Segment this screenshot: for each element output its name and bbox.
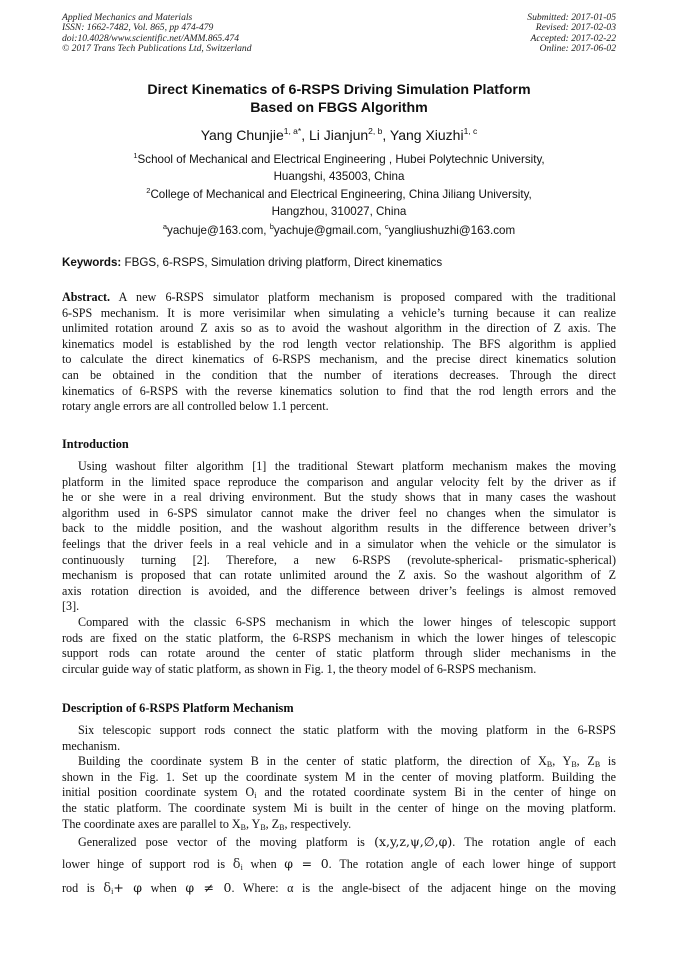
journal-header <box>62 13 252 54</box>
intro-line: continuously turning [2]. Therefore, a new 6-RSPS (revolute-spherical- prismatic-spherical) <box>62 552 616 567</box>
intro-line: circular guide way of static platform, as shown in Fig. 1, the theory model of 6-RSPS mechanism. <box>62 661 537 676</box>
issn-line: ISSN: 1662-7482, Vol. 865, pp 474-479 <box>62 22 214 34</box>
affiliation-1-marker: 1 <box>133 151 138 160</box>
delta-symbol: δ <box>232 857 241 873</box>
intro-line: feelings that the driver feels in a real vehicle and in a simulator when the vehicle or the simulator is <box>62 536 616 551</box>
intro-line: platform in the limited space reproduce the comparison and angular velocity felt by the driver as if <box>62 474 616 489</box>
email-a: yachuje@163.com, <box>167 224 270 237</box>
intro-line: [3]. <box>62 599 80 614</box>
affiliation-2-marker: 2 <box>146 186 151 195</box>
keywords <box>62 255 616 271</box>
abstract-line: 6-SPS mechanism. It is more verisimilar when simulating a vehicle’s turning because it can realize <box>62 305 616 320</box>
author-1: Yang Chunjie <box>200 127 284 143</box>
email-c: yangliushuzhi@163.com <box>388 224 516 237</box>
dates-header <box>527 13 616 54</box>
affiliation-1-line-1: School of Mechanical and Electrical Engineering , Hubei Polytechnic University, <box>137 153 545 166</box>
author-2-marker: 2, b <box>368 126 383 136</box>
title-line-1: Direct Kinematics of 6-RSPS Driving Simulation Platform <box>147 82 531 98</box>
abstract-line: to calculate the direct kinematics of 6-RSPS mechanism, and the precise direct kinematics solution <box>62 352 616 367</box>
email-b-marker: b <box>269 222 274 231</box>
intro-line: rods are fixed on the static platform, the 6-RSPS mechanism in which the lower hinges of telescopic <box>62 630 616 645</box>
abstract-line: rotary angle errors are all controlled below 1.1 percent. <box>62 399 329 414</box>
desc-line: mechanism. <box>62 738 121 753</box>
author-1-marker: 1, a* <box>283 126 302 136</box>
revised-date: Revised: 2017-02-03 <box>535 22 616 34</box>
phi-nonzero-formula: φ ≠ 0 <box>185 880 232 896</box>
desc-line: Six telescopic support rods connect the static platform with the moving platform in the 6-RSPS <box>78 723 616 737</box>
intro-line: algorithm used in 6-SPS simulator cannot make the driver feel no changes when the simulator is <box>62 505 616 520</box>
author-3-marker: 1, c <box>463 126 478 136</box>
author-emails <box>62 219 616 240</box>
affiliation-1-line-2: Huangshi, 435003, China <box>273 169 405 183</box>
author-3: Yang Xiuzhi <box>389 127 464 143</box>
desc-line: The coordinate axes are parallel to $X_B$, $Y_B$, $Z_B$, respectively. <box>62 816 352 832</box>
intro-line: Compared with the classic 6-SPS mechanism in which the lower hinges of telescopic support <box>78 614 616 629</box>
introduction-heading: Introduction <box>62 437 129 451</box>
intro-line: he or she were in a real driving environment. But the study shows that in many cases the washout <box>62 490 616 505</box>
affiliation-2-line-1: College of Mechanical and Electrical Engineering, China Jiliang University, <box>150 188 532 201</box>
affiliation-2 <box>62 183 616 220</box>
email-b: yachuje@gmail.com, <box>273 224 385 237</box>
abstract-line: Abstract. A new 6-RSPS simulator platform mechanism is proposed compared with the traditional <box>62 290 616 304</box>
desc-line: shown in the Fig. 1. Set up the coordinate system M in the center of moving platform. Building the <box>62 769 616 784</box>
author-list: Yang Chunjie$^{1, a*}$, Li Jianjun$^{2, b}$, Yang Xiuzhi$^{1, c}$ <box>200 126 478 143</box>
title-line-2: Based on FBGS Algorithm <box>250 100 428 116</box>
abstract-label: Abstract. <box>62 290 111 304</box>
journal-name: Applied Mechanics and Materials <box>62 12 193 23</box>
online-date: Online: 2017-06-02 <box>539 42 616 54</box>
desc-line: Building the coordinate system B in the center of static platform, the direction of $X_B$, $Y_B$, $Z_B$ is <box>78 754 616 770</box>
description-text <box>62 723 616 900</box>
paper-title <box>62 81 616 117</box>
abstract <box>62 290 616 415</box>
intro-line: back to the middle position, and the washout algorithm results in the difference between driver’s <box>62 521 616 536</box>
abstract-line: unlimited rotation around Z axis so as to avoid the washout algorithm in the direction of Z axis. The <box>62 321 616 336</box>
affiliation-2-line-2: Hangzhou, 310027, China <box>271 204 407 218</box>
desc-line: Generalized pose vector of the moving platform is (x,y,z,ψ,∅,φ). The rotation angle of each <box>78 834 616 850</box>
pose-vector-formula: (x,y,z,ψ,∅,φ) <box>374 834 453 850</box>
intro-line: mechanism is proposed that can rotate unlimited around the Z axis. So the washout algorithm of Z <box>62 568 616 583</box>
accepted-date: Accepted: 2017-02-22 <box>530 32 616 44</box>
submitted-date: Submitted: 2017-01-05 <box>527 12 616 23</box>
intro-line: axis rotation direction is avoided, and the difference between driver’s feelings is almost removed <box>62 583 616 598</box>
delta-symbol: δ <box>103 881 112 897</box>
phi-zero-formula: φ = 0 <box>284 856 329 872</box>
introduction-text <box>62 459 616 677</box>
doi-line: doi:10.4028/www.scientific.net/AMM.865.474 <box>62 32 240 44</box>
intro-line: support rods can rotate around the center of static platform through slider mechanisms in the <box>62 646 616 661</box>
desc-line: the static platform. The coordinate system Mi is built in the center of hinge on the moving platform. <box>62 800 616 815</box>
desc-line: rod is $\delta_i+ \varphi$ when φ ≠ 0. Where: α is the angle-bisect of the adjacent hinge on the moving <box>62 880 616 897</box>
keywords-label: Keywords: <box>62 256 122 269</box>
abstract-line: can be obtained in the condition that the number of iterations decreases. Through the direct <box>62 367 616 382</box>
keywords-text: FBGS, 6-RSPS, Simulation driving platform, Direct kinematics <box>121 256 443 269</box>
email-c-marker: c <box>384 222 389 231</box>
intro-line: Using washout filter algorithm [1] the traditional Stewart platform mechanism makes the moving <box>78 459 616 473</box>
abstract-line: kinematics of 6-RSPS with the reverse kinematics solution to find that the rod length errors and the <box>62 383 616 398</box>
desc-line: lower hinge of support rod is $\delta_i$ when φ = 0. The rotation angle of each lower hinge of support <box>62 856 616 873</box>
abstract-line: kinematics model is established by the rod length vector relationship. The BFS algorithm is applied <box>62 336 616 351</box>
description-heading: Description of 6-RSPS Platform Mechanism <box>62 701 294 715</box>
affiliation-1 <box>62 148 616 185</box>
email-a-marker: a <box>162 222 168 231</box>
copyright-line: © 2017 Trans Tech Publications Ltd, Switzerland <box>62 42 252 54</box>
author-2: Li Jianjun <box>309 127 369 143</box>
desc-line: initial position coordinate system $O_i$ and the rotated coordinate system Bi in the center of hinge on <box>62 785 616 801</box>
